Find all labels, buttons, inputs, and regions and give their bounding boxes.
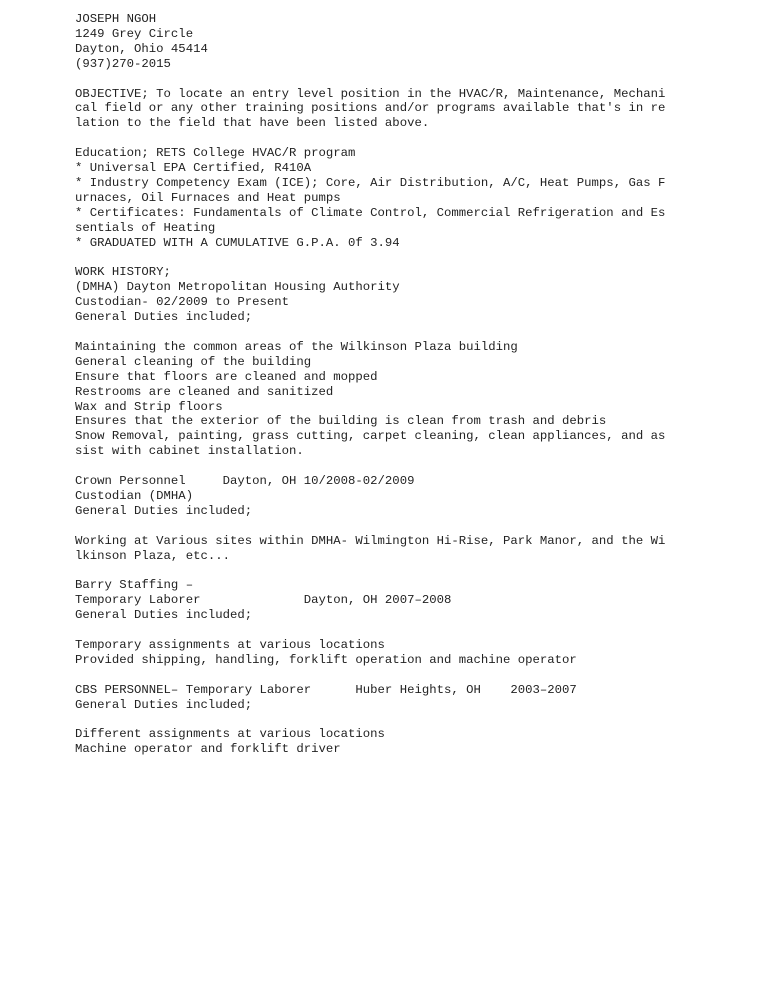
work-history-barry: [75, 578, 735, 623]
spacer: [75, 459, 735, 474]
duty-line: Ensure that floors are cleaned and mopped: [75, 369, 378, 384]
spacer: [75, 712, 735, 727]
spacer: [75, 563, 735, 578]
duty-line: Working at Various sites within DMHA- Wilmington Hi-Rise, Park Manor, and the Wi: [75, 533, 666, 548]
work-line: Custodian- 02/2009 to Present: [75, 295, 290, 310]
education-line: * Universal EPA Certified, R410A: [75, 161, 312, 176]
work-line: Barry Staffing –: [75, 578, 194, 593]
crown-duties: [75, 534, 735, 564]
education-line: Education; RETS College HVAC/R program: [75, 146, 356, 161]
duty-line: Ensures that the exterior of the building is clean from trash and debris: [75, 414, 607, 429]
objective-line: OBJECTIVE; To locate an entry level position in the HVAC/R, Maintenance, Mechani: [75, 86, 666, 101]
education-line: * Industry Competency Exam (ICE); Core, Air Distribution, A/C, Heat Pumps, Gas F: [75, 175, 666, 190]
duty-line: Snow Removal, painting, grass cutting, carpet cleaning, clean appliances, and as: [75, 429, 666, 444]
objective-line: cal field or any other training positions and/or programs available that's in re: [75, 101, 666, 116]
city-state-zip: Dayton, Ohio 45414: [75, 41, 208, 56]
barry-duties: [75, 638, 735, 668]
work-history-crown: [75, 474, 735, 519]
work-history-dmha: [75, 265, 735, 325]
duty-line: Different assignments at various locations: [75, 727, 385, 742]
spacer: [75, 72, 735, 87]
spacer: [75, 519, 735, 534]
spacer: [75, 668, 735, 683]
duty-line: Provided shipping, handling, forklift operation and machine operator: [75, 652, 577, 667]
objective-section: [75, 87, 735, 132]
duty-line: Wax and Strip floors: [75, 399, 223, 414]
street-address: 1249 Grey Circle: [75, 26, 194, 41]
work-line: General Duties included;: [75, 310, 253, 325]
work-line: Temporary Laborer Dayton, OH 2007–2008: [75, 593, 452, 608]
cbs-duties: [75, 727, 735, 757]
work-line: General Duties included;: [75, 608, 253, 623]
work-line: Custodian (DMHA): [75, 488, 194, 503]
spacer: [75, 325, 735, 340]
dmha-duties: [75, 340, 735, 459]
duty-line: Maintaining the common areas of the Wilkinson Plaza building: [75, 339, 518, 354]
spacer: [75, 623, 735, 638]
spacer: [75, 131, 735, 146]
objective-line: lation to the field that have been listed above.: [75, 116, 430, 131]
work-line: (DMHA) Dayton Metropolitan Housing Authority: [75, 280, 400, 295]
duty-line: Machine operator and forklift driver: [75, 742, 341, 757]
contact-block: [75, 12, 735, 72]
education-line: urnaces, Oil Furnaces and Heat pumps: [75, 190, 341, 205]
education-section: [75, 146, 735, 250]
duty-line: lkinson Plaza, etc...: [75, 548, 230, 563]
duty-line: Restrooms are cleaned and sanitized: [75, 384, 334, 399]
applicant-name: JOSEPH NGOH: [75, 12, 157, 26]
education-line: * GRADUATED WITH A CUMULATIVE G.P.A. 0f 3.94: [75, 235, 400, 250]
spacer: [75, 250, 735, 265]
work-line: General Duties included;: [75, 697, 253, 712]
work-line: WORK HISTORY;: [75, 265, 171, 280]
duty-line: sist with cabinet installation.: [75, 444, 304, 459]
education-line: * Certificates: Fundamentals of Climate Control, Commercial Refrigeration and Es: [75, 205, 666, 220]
duty-line: General cleaning of the building: [75, 354, 312, 369]
work-line: General Duties included;: [75, 503, 253, 518]
resume-document: [75, 12, 735, 757]
work-line: CBS PERSONNEL– Temporary Laborer Huber Heights, OH 2003–2007: [75, 682, 577, 697]
education-line: sentials of Heating: [75, 220, 216, 235]
work-line: Crown Personnel Dayton, OH 10/2008-02/2009: [75, 474, 415, 489]
duty-line: Temporary assignments at various locations: [75, 637, 385, 652]
phone-number: (937)270-2015: [75, 56, 171, 71]
work-history-cbs: [75, 683, 735, 713]
